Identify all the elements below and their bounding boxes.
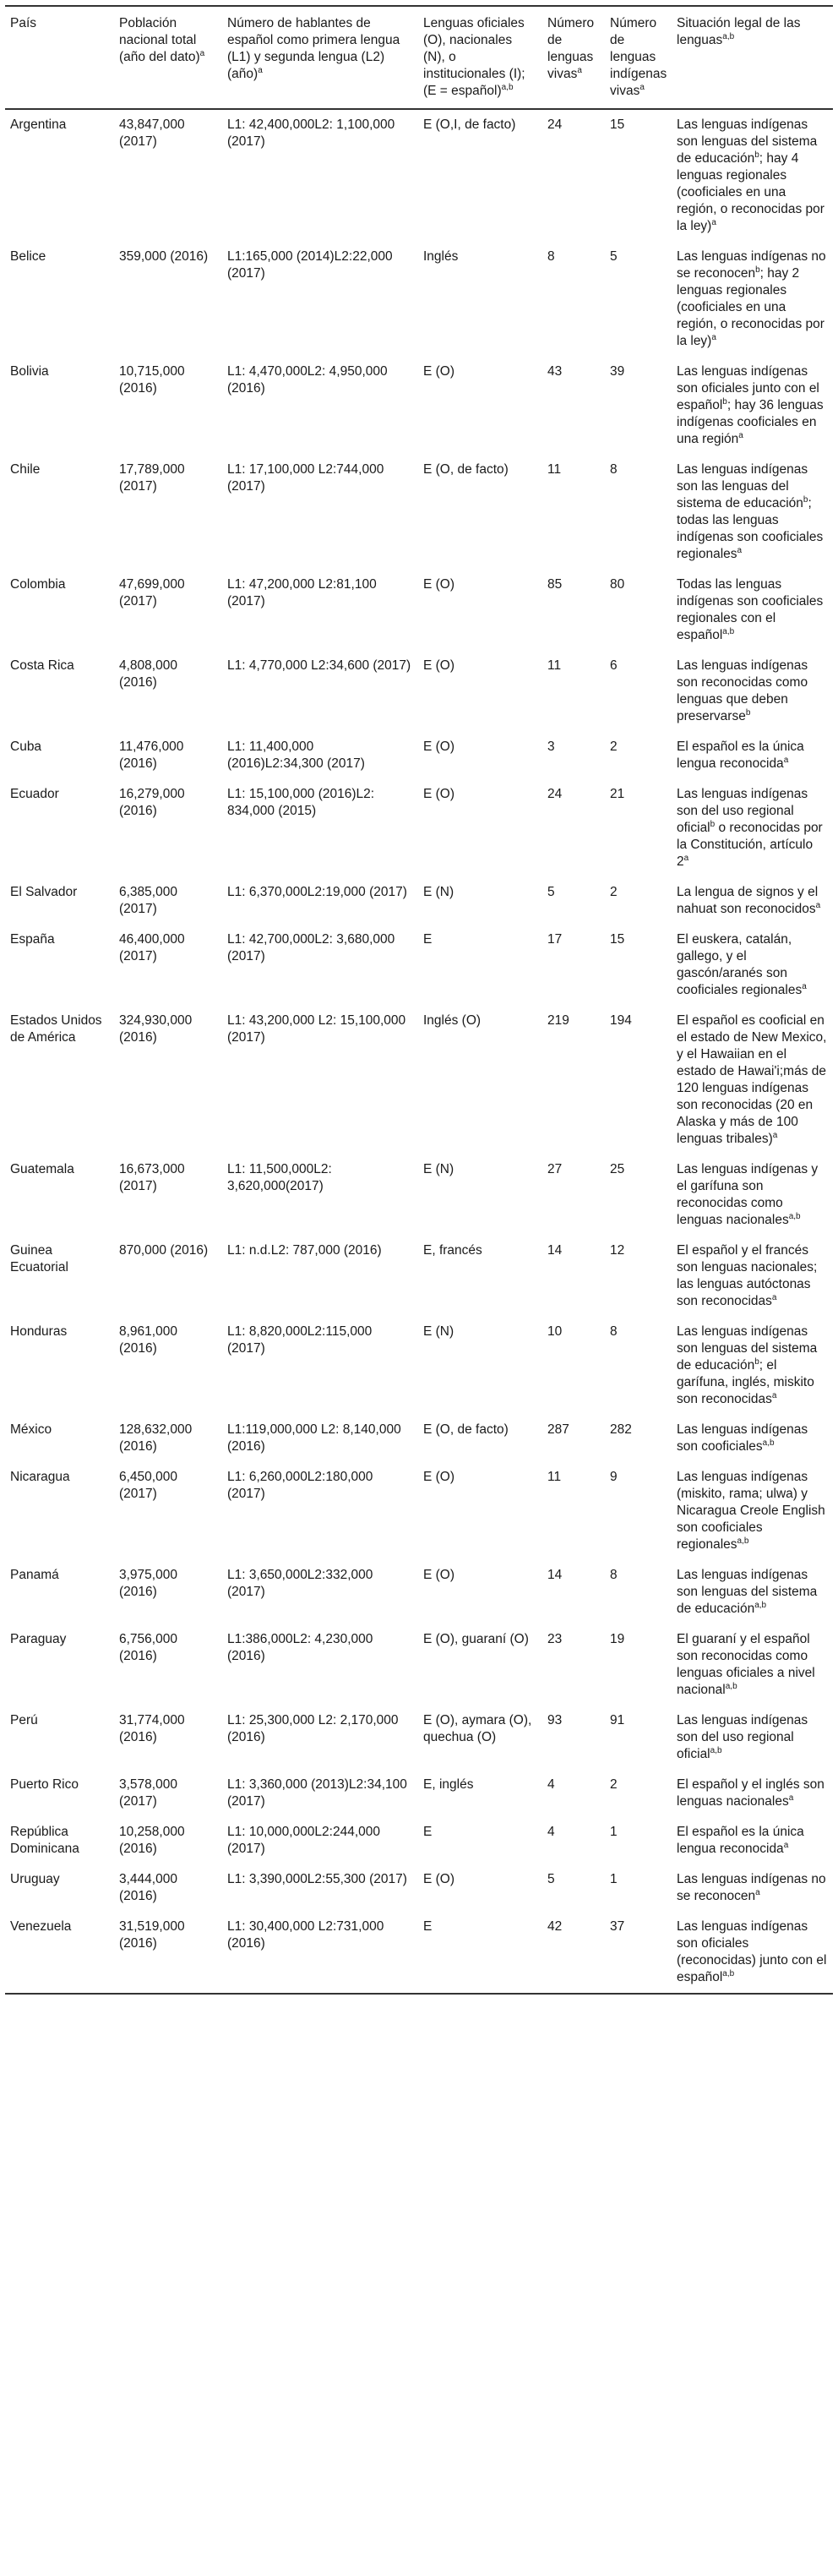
header-hablantes: Número de hablantes de español como primera lengua (L1) y segunda lengua (L2) (año)$^a$ [227, 16, 400, 81]
cell-legal-status [672, 1706, 833, 1770]
cell-living-languages: 3 [547, 740, 555, 754]
cell-indigenous-languages: 39 [610, 364, 625, 379]
table-row [5, 455, 833, 570]
table-row [5, 732, 833, 779]
legal-text: o reconocidas por la Constitución, artículo 2 [677, 821, 823, 869]
cell-indigenous-languages: 5 [610, 249, 618, 264]
cell-indigenous-languages: 8 [610, 1324, 618, 1339]
cell-speakers: L1: 11,400,000 (2016)L2:34,300 (2017) [227, 740, 365, 771]
cell-indigenous-languages: 91 [610, 1713, 625, 1727]
cell-country: Perú [10, 1713, 38, 1727]
table-row [5, 1006, 833, 1154]
legal-text: El español es la única lengua reconocida [677, 1825, 804, 1856]
legal-text: El español es la única lengua reconocida [677, 740, 804, 771]
table-header [5, 6, 833, 109]
footnote-marker: b [710, 819, 716, 829]
table-row [5, 1624, 833, 1706]
cell-country: Guinea Ecuatorial [10, 1243, 68, 1274]
table-row [5, 1560, 833, 1624]
cell-official-languages: E (O) [423, 658, 455, 673]
cell-indigenous-languages: 282 [610, 1422, 632, 1437]
table-row [5, 1817, 833, 1864]
table-row [5, 1912, 833, 1994]
table-row [5, 1415, 833, 1462]
legal-text: ; todas las lenguas indígenas son cooficiales regionales [677, 496, 824, 561]
cell-living-languages: 24 [547, 117, 563, 132]
legal-text: Las lenguas indígenas son del uso regional oficial [677, 1713, 808, 1761]
table-row [5, 1317, 833, 1415]
cell-speakers: L1: 11,500,000L2: 3,620,000(2017) [227, 1162, 332, 1193]
cell-legal-status [672, 1006, 833, 1154]
cell-official-languages: E (O) [423, 1568, 455, 1582]
cell-living-languages: 42 [547, 1919, 563, 1934]
legal-text: Las lenguas indígenas no se reconocen [677, 1872, 826, 1903]
footnote-marker: b [755, 265, 760, 275]
cell-indigenous-languages: 6 [610, 658, 618, 673]
footnote-marker: a [788, 1793, 794, 1803]
table-row [5, 242, 833, 357]
table-body [5, 109, 833, 1994]
cell-indigenous-languages: 194 [610, 1013, 632, 1028]
legal-text: Las lenguas indígenas son las lenguas del sistema de educación [677, 462, 808, 510]
cell-living-languages: 4 [547, 1825, 555, 1839]
cell-living-languages: 11 [547, 1470, 562, 1484]
cell-legal-status [672, 1462, 833, 1560]
legal-text: El español y el inglés son lenguas nacionales [677, 1777, 824, 1809]
footnote-marker: a [711, 217, 716, 227]
cell-legal-status [672, 1317, 833, 1415]
footnote-marker: a,b [725, 1681, 737, 1691]
cell-population: 17,789,000 (2017) [119, 462, 185, 494]
cell-living-languages: 5 [547, 1872, 555, 1886]
cell-official-languages: E (O) [423, 787, 455, 801]
cell-living-languages: 24 [547, 787, 563, 801]
cell-speakers: L1: 15,100,000 (2016)L2: 834,000 (2015) [227, 787, 375, 818]
cell-population: 31,519,000 (2016) [119, 1919, 185, 1951]
footnote-marker: a [771, 1292, 777, 1302]
legal-text: La lengua de signos y el nahuat son reconocidos [677, 885, 819, 916]
cell-country: Chile [10, 462, 41, 477]
cell-population: 10,258,000 (2016) [119, 1825, 185, 1856]
cell-country: España [10, 932, 55, 947]
footnote-marker: a,b [788, 1211, 801, 1221]
cell-indigenous-languages: 8 [610, 1568, 618, 1582]
cell-population: 128,632,000 (2016) [119, 1422, 193, 1454]
cell-population: 46,400,000 (2017) [119, 932, 185, 963]
cell-official-languages: E (O) [423, 1872, 455, 1886]
cell-speakers: L1: 3,360,000 (2013)L2:34,100 (2017) [227, 1777, 407, 1809]
cell-country: Cuba [10, 740, 42, 754]
cell-population: 43,847,000 (2017) [119, 117, 185, 149]
cell-indigenous-languages: 1 [610, 1872, 618, 1886]
cell-population: 6,756,000 (2016) [119, 1632, 177, 1663]
cell-indigenous-languages: 12 [610, 1243, 625, 1258]
cell-speakers: L1: 6,260,000L2:180,000 (2017) [227, 1470, 373, 1501]
cell-population: 6,385,000 (2017) [119, 885, 177, 916]
footnote-marker: a,b [710, 1745, 722, 1755]
cell-legal-status [672, 1560, 833, 1624]
cell-country: Costa Rica [10, 658, 74, 673]
footnote-marker: a,b [737, 1536, 749, 1546]
cell-speakers: L1: 25,300,000 L2: 2,170,000 (2016) [227, 1713, 399, 1744]
footnote-marker: a,b [722, 1968, 735, 1978]
legal-text: Las lenguas indígenas y el garífuna son reconocidas como lenguas nacionales [677, 1162, 819, 1227]
legal-text: Las lenguas indígenas son del uso regional oficial [677, 787, 808, 835]
footnote-marker: a [772, 1130, 778, 1140]
cell-population: 10,715,000 (2016) [119, 364, 185, 396]
cell-living-languages: 14 [547, 1568, 563, 1582]
legal-text: Las lenguas indígenas son oficiales junto con el español [677, 364, 819, 412]
footnote-marker: a [783, 1840, 789, 1850]
cell-official-languages: E [423, 932, 433, 947]
table-row [5, 1706, 833, 1770]
legal-text: ; el garífuna, inglés, miskito son reconocidas [677, 1358, 814, 1406]
footnote-marker: a [711, 332, 716, 342]
footnote-marker: b [754, 1356, 759, 1367]
legal-text: ; hay 2 lenguas regionales (cooficiales en una región, o reconocidas por la ley) [677, 266, 824, 348]
cell-speakers: L1: 42,400,000L2: 1,100,000 (2017) [227, 117, 395, 149]
footnote-marker: a,b [754, 1600, 767, 1610]
legal-text: ; hay 4 lenguas regionales (cooficiales en una región, o reconocidas por la ley) [677, 151, 824, 233]
cell-speakers: L1: 47,200,000 L2:81,100 (2017) [227, 577, 377, 609]
table-row [5, 1864, 833, 1912]
header-situacion-legal: Situación legal de las lenguas$^{a,b}$ [677, 16, 801, 47]
cell-legal-status [672, 570, 833, 651]
legal-text: Las lenguas indígenas son cooficiales [677, 1422, 808, 1454]
cell-official-languages: E, inglés [423, 1777, 474, 1792]
cell-speakers: L1: 4,470,000L2: 4,950,000 (2016) [227, 364, 388, 396]
cell-speakers: L1: 43,200,000 L2: 15,100,000 (2017) [227, 1013, 406, 1045]
cell-country: Paraguay [10, 1632, 67, 1646]
cell-country: Bolivia [10, 364, 49, 379]
cell-indigenous-languages: 9 [610, 1470, 618, 1484]
cell-living-languages: 14 [547, 1243, 563, 1258]
table-row [5, 109, 833, 242]
table-row [5, 925, 833, 1006]
footnote-marker: a [683, 853, 689, 863]
cell-country: Belice [10, 249, 46, 264]
cell-official-languages: E (N) [423, 1324, 454, 1339]
cell-indigenous-languages: 2 [610, 885, 618, 899]
cell-speakers: L1:119,000,000 L2: 8,140,000 (2016) [227, 1422, 401, 1454]
cell-population: 3,578,000 (2017) [119, 1777, 177, 1809]
cell-living-languages: 17 [547, 932, 563, 947]
legal-text: ; hay 36 lenguas indígenas cooficiales en una región [677, 398, 824, 446]
header-poblacion: Población nacional total (año del dato)$^a$ [119, 16, 205, 64]
cell-living-languages: 85 [547, 577, 563, 592]
legal-text: El español y el francés son lenguas nacionales; las lenguas autóctonas son reconocidas [677, 1243, 818, 1308]
cell-indigenous-languages: 37 [610, 1919, 625, 1934]
cell-legal-status [672, 1236, 833, 1317]
cell-legal-status [672, 877, 833, 925]
cell-official-languages: E (O) [423, 740, 455, 754]
cell-living-languages: 287 [547, 1422, 569, 1437]
footnote-marker: a [815, 900, 821, 910]
table-row [5, 779, 833, 877]
footnote-marker: a [771, 1390, 777, 1400]
languages-table [5, 5, 833, 1995]
footnote-marker: a [802, 981, 807, 991]
cell-country: Puerto Rico [10, 1777, 79, 1792]
table-row [5, 877, 833, 925]
cell-official-languages: E (O) [423, 364, 455, 379]
legal-text: El guaraní y el español son reconocidas como lenguas oficiales a nivel nacional [677, 1632, 815, 1697]
table-row [5, 1462, 833, 1560]
footnote-marker: a [755, 1887, 760, 1897]
legal-text: Las lenguas indígenas son oficiales (reconocidas) junto con el español [677, 1919, 827, 1984]
footnote-marker: b [754, 150, 759, 160]
cell-official-languages: Inglés [423, 249, 459, 264]
legal-text: Las lenguas indígenas (miskito, rama; ulwa) y Nicaragua Creole English son cooficiales regionales [677, 1470, 825, 1552]
table-row [5, 570, 833, 651]
footnote-marker: a [738, 430, 743, 440]
cell-living-languages: 5 [547, 885, 555, 899]
cell-population: 324,930,000 (2016) [119, 1013, 193, 1045]
cell-population: 47,699,000 (2017) [119, 577, 185, 609]
cell-official-languages: E (O) [423, 1470, 455, 1484]
cell-official-languages: E (N) [423, 885, 454, 899]
cell-country: República Dominicana [10, 1825, 79, 1856]
cell-legal-status [672, 1817, 833, 1864]
cell-official-languages: E (N) [423, 1162, 454, 1176]
cell-legal-status [672, 925, 833, 1006]
cell-official-languages: E (O), aymara (O), quechua (O) [423, 1713, 532, 1744]
cell-speakers: L1: 30,400,000 L2:731,000 (2016) [227, 1919, 384, 1951]
footnote-marker: b [745, 707, 751, 718]
header-pais: País [10, 16, 37, 30]
footnote-marker: b [803, 494, 808, 505]
cell-living-languages: 219 [547, 1013, 569, 1028]
cell-country: México [10, 1422, 52, 1437]
cell-country: Colombia [10, 577, 66, 592]
legal-text: Las lenguas indígenas son lenguas del sistema de educación [677, 117, 818, 166]
cell-living-languages: 27 [547, 1162, 563, 1176]
cell-legal-status [672, 1154, 833, 1236]
footnote-marker: a [737, 545, 743, 555]
cell-population: 3,975,000 (2016) [119, 1568, 177, 1599]
cell-indigenous-languages: 25 [610, 1162, 625, 1176]
table-row [5, 651, 833, 732]
cell-population: 6,450,000 (2017) [119, 1470, 177, 1501]
header-lenguas-oficiales: Lenguas oficiales (O), nacionales (N), o institucionales (I); (E = español)$^{a,b}$ [423, 16, 525, 98]
cell-official-languages: Inglés (O) [423, 1013, 482, 1028]
cell-country: Estados Unidos de América [10, 1013, 102, 1045]
cell-indigenous-languages: 21 [610, 787, 625, 801]
cell-speakers: L1: 6,370,000L2:19,000 (2017) [227, 885, 407, 899]
table-row [5, 1770, 833, 1817]
cell-living-languages: 11 [547, 658, 562, 673]
cell-living-languages: 4 [547, 1777, 555, 1792]
cell-legal-status [672, 455, 833, 570]
cell-speakers: L1: 42,700,000L2: 3,680,000 (2017) [227, 932, 395, 963]
legal-text: Las lenguas indígenas son reconocidas como lenguas que deben preservarse [677, 658, 808, 723]
cell-official-languages: E [423, 1825, 433, 1839]
cell-living-languages: 11 [547, 462, 562, 477]
legal-text: El español es cooficial en el estado de New Mexico, y el Hawaiian en el estado de Hawai'i;más de 120 lenguas indígenas son reconocidas (20 en Alaska y más de 100 lenguas tribales) [677, 1013, 827, 1146]
footnote-marker: a,b [722, 626, 735, 636]
cell-country: Guatemala [10, 1162, 74, 1176]
footnote-marker: a [783, 755, 789, 765]
cell-population: 3,444,000 (2016) [119, 1872, 177, 1903]
legal-text: El euskera, catalán, gallego, y el gascón/aranés son cooficiales regionales [677, 932, 803, 997]
cell-indigenous-languages: 19 [610, 1632, 625, 1646]
cell-living-languages: 10 [547, 1324, 563, 1339]
cell-official-languages: E (O,I, de facto) [423, 117, 516, 132]
table-row [5, 1236, 833, 1317]
cell-legal-status [672, 357, 833, 455]
cell-living-languages: 8 [547, 249, 555, 264]
cell-legal-status [672, 1415, 833, 1462]
cell-population: 16,673,000 (2017) [119, 1162, 185, 1193]
cell-indigenous-languages: 15 [610, 932, 625, 947]
cell-country: Ecuador [10, 787, 59, 801]
cell-country: Uruguay [10, 1872, 60, 1886]
cell-legal-status [672, 1624, 833, 1706]
cell-living-languages: 43 [547, 364, 563, 379]
cell-population: 8,961,000 (2016) [119, 1324, 177, 1356]
cell-speakers: L1:386,000L2: 4,230,000 (2016) [227, 1632, 373, 1663]
footnote-marker: a,b [762, 1438, 775, 1448]
cell-indigenous-languages: 15 [610, 117, 625, 132]
cell-indigenous-languages: 1 [610, 1825, 618, 1839]
cell-legal-status [672, 779, 833, 877]
cell-legal-status [672, 242, 833, 357]
cell-population: 11,476,000 (2016) [119, 740, 184, 771]
cell-country: Venezuela [10, 1919, 72, 1934]
header-lenguas-indigenas: Número de lenguas indígenas vivas$^a$ [610, 16, 667, 98]
cell-indigenous-languages: 2 [610, 1777, 618, 1792]
cell-legal-status [672, 1770, 833, 1817]
cell-country: Nicaragua [10, 1470, 70, 1484]
cell-country: Panamá [10, 1568, 59, 1582]
legal-text: Las lenguas indígenas son lenguas del sistema de educación [677, 1324, 818, 1373]
table-row [5, 357, 833, 455]
cell-official-languages: E (O, de facto) [423, 1422, 509, 1437]
cell-population: 31,774,000 (2016) [119, 1713, 185, 1744]
cell-speakers: L1: 3,390,000L2:55,300 (2017) [227, 1872, 407, 1886]
cell-indigenous-languages: 8 [610, 462, 618, 477]
cell-population: 359,000 (2016) [119, 249, 209, 264]
cell-legal-status [672, 109, 833, 242]
cell-population: 16,279,000 (2016) [119, 787, 185, 818]
cell-living-languages: 23 [547, 1632, 563, 1646]
cell-official-languages: E, francés [423, 1243, 482, 1258]
cell-speakers: L1: n.d.L2: 787,000 (2016) [227, 1243, 382, 1258]
cell-speakers: L1: 3,650,000L2:332,000 (2017) [227, 1568, 373, 1599]
cell-legal-status [672, 1864, 833, 1912]
cell-legal-status [672, 1912, 833, 1994]
cell-country: Argentina [10, 117, 67, 132]
cell-speakers: L1: 4,770,000 L2:34,600 (2017) [227, 658, 411, 673]
cell-population: 870,000 (2016) [119, 1243, 209, 1258]
cell-population: 4,808,000 (2016) [119, 658, 177, 690]
cell-speakers: L1: 17,100,000 L2:744,000 (2017) [227, 462, 384, 494]
legal-text: Las lenguas indígenas no se reconocen [677, 249, 826, 281]
cell-country: El Salvador [10, 885, 78, 899]
cell-official-languages: E (O, de facto) [423, 462, 509, 477]
cell-legal-status [672, 732, 833, 779]
table-row [5, 1154, 833, 1236]
cell-legal-status [672, 651, 833, 732]
cell-speakers: L1: 10,000,000L2:244,000 (2017) [227, 1825, 381, 1856]
cell-country: Honduras [10, 1324, 68, 1339]
header-lenguas-vivas: Número de lenguas vivas$^a$ [547, 16, 595, 81]
cell-indigenous-languages: 2 [610, 740, 618, 754]
cell-official-languages: E [423, 1919, 433, 1934]
header-row [5, 6, 833, 109]
cell-living-languages: 93 [547, 1713, 563, 1727]
legal-text: Todas las lenguas indígenas son cooficiales regionales con el español [677, 577, 824, 642]
cell-official-languages: E (O), guaraní (O) [423, 1632, 529, 1646]
cell-official-languages: E (O) [423, 577, 455, 592]
cell-speakers: L1:165,000 (2014)L2:22,000 (2017) [227, 249, 393, 281]
legal-text: Las lenguas indígenas son lenguas del sistema de educación [677, 1568, 818, 1616]
footnote-marker: b [722, 396, 727, 407]
cell-speakers: L1: 8,820,000L2:115,000 (2017) [227, 1324, 373, 1356]
cell-indigenous-languages: 80 [610, 577, 625, 592]
